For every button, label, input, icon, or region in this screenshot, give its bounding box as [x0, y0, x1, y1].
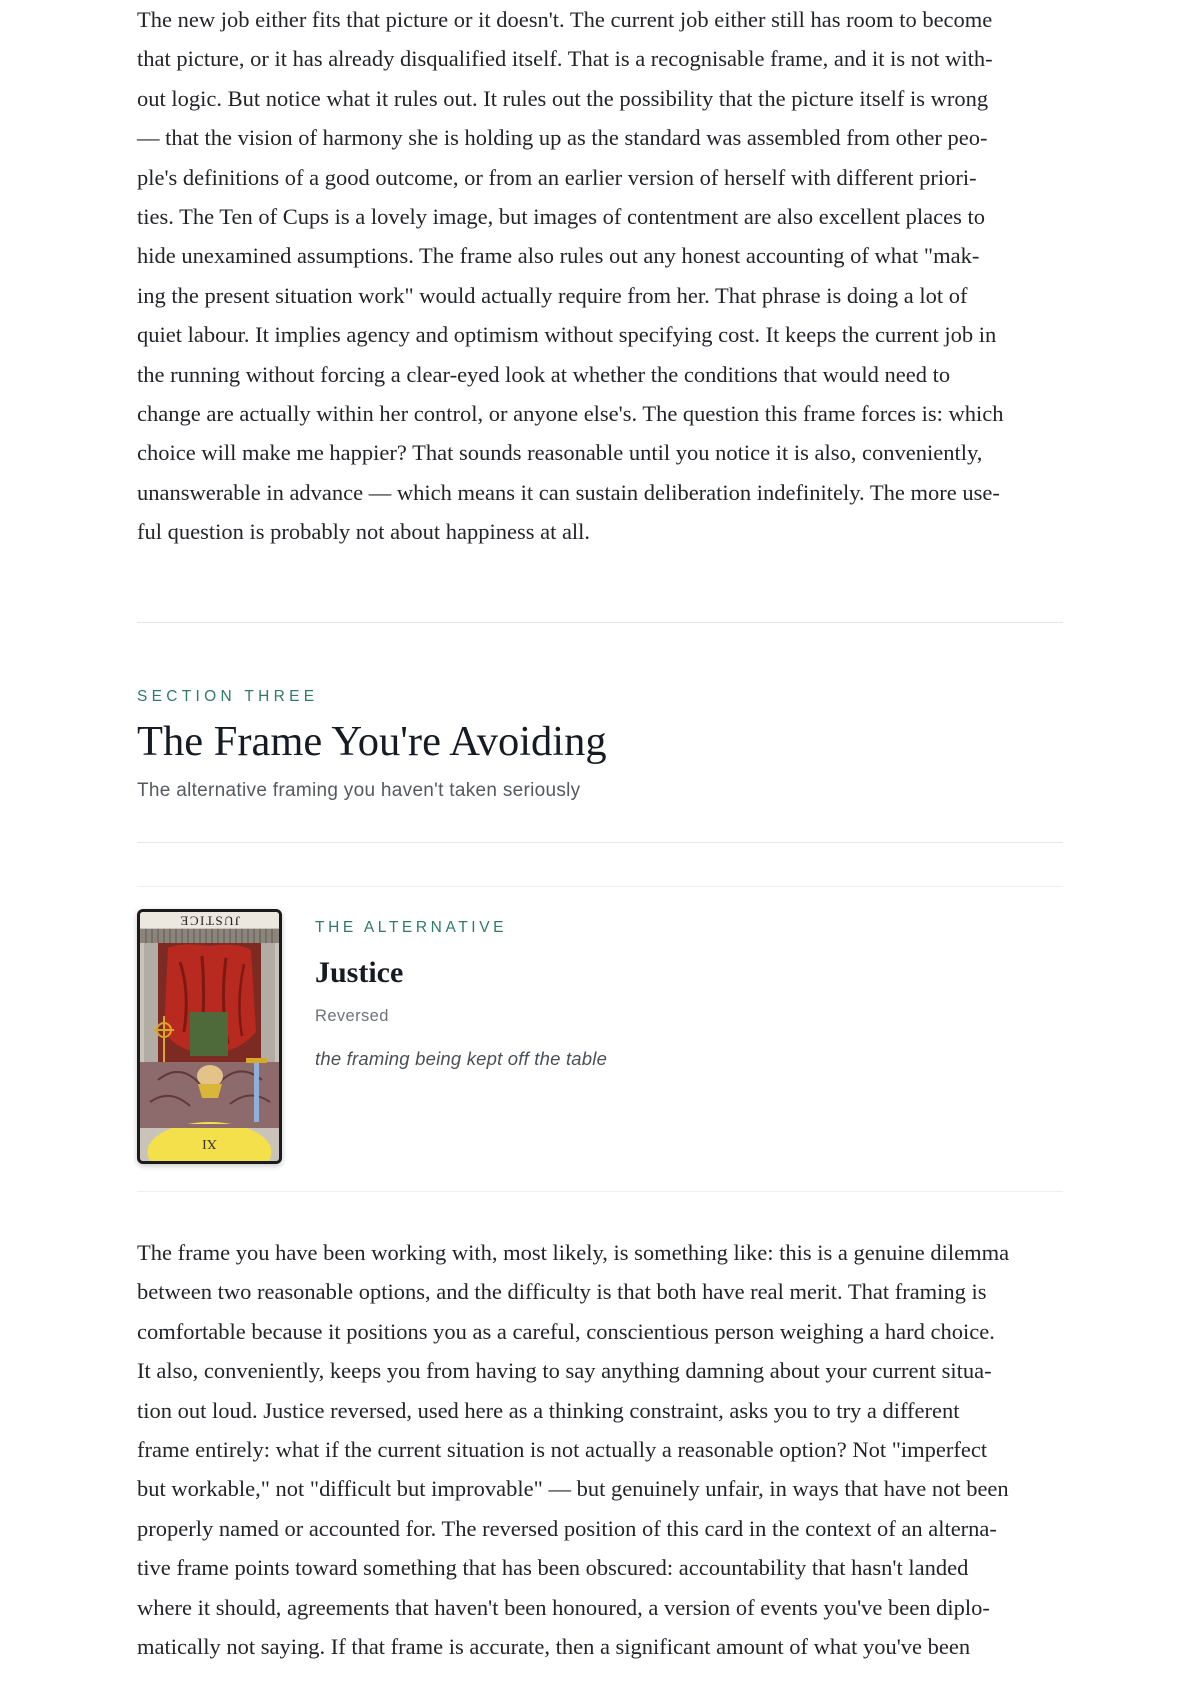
text-line: tive frame points toward something that has been obscured: accountability that hasn't landed — [137, 1555, 969, 1581]
text-line: where it should, agreements that haven't been honoured, a version of events you've been diplo- — [137, 1594, 990, 1620]
card-image-numeral: XI — [202, 1135, 217, 1151]
card-role: the framing being kept off the table — [315, 1048, 608, 1069]
text-line: that picture, or it has already disqualified itself. That is a recognisable frame, and it is not with- — [137, 46, 993, 72]
card-name: Justice — [315, 956, 404, 989]
body-paragraph — [137, 1233, 1063, 1666]
card-eyebrow: THE ALTERNATIVE — [315, 919, 508, 936]
text-line: frame entirely: what if the current situation is not actually a reasonable option? Not "imperfect — [137, 1437, 988, 1463]
text-line: ful question is probably not about happiness at all. — [137, 519, 591, 545]
card-image-caption: JUSTICE — [178, 913, 241, 929]
card-block-bottom-divider — [137, 1191, 1063, 1192]
text-line: The new job either fits that picture or it doesn't. The current job either still has room to become — [137, 7, 993, 32]
text-line: — that the vision of harmony she is holding up as the standard was assembled from other peo- — [137, 125, 988, 151]
text-line: change are actually within her control, or anyone else's. The question this frame forces is: which — [137, 401, 1004, 427]
text-line: out logic. But notice what it rules out. It rules out the possibility that the picture itself is wrong — [137, 85, 989, 111]
text-line: properly named or accounted for. The reversed position of this card in the context of an alterna- — [137, 1515, 997, 1541]
text-line: but workable," not "difficult but improvable" — but genuinely unfair, in ways that have not been — [137, 1476, 1009, 1502]
text-line: ties. The Ten of Cups is a lovely image, but images of contentment are also excellent places to — [137, 204, 985, 230]
section-subtitle: The alternative framing you haven't taken seriously — [137, 780, 581, 801]
text-line: matically not saying. If that frame is accurate, then a significant amount of what you've been — [137, 1634, 971, 1660]
card-block-top-divider — [137, 886, 1063, 887]
text-line: ing the present situation work" would actually require from her. That phrase is doing a lot of — [137, 282, 968, 308]
section-eyebrow: SECTION THREE — [137, 688, 319, 705]
text-line: The frame you have been working with, most likely, is something like: this is a genuine dilemma — [137, 1240, 1010, 1265]
text-line: tion out loud. Justice reversed, used here as a thinking constraint, asks you to try a different — [137, 1397, 960, 1423]
text-line: choice will make me happier? That sounds reasonable until you notice it is also, conveniently, — [137, 440, 983, 466]
text-line: between two reasonable options, and the difficulty is that both have real merit. That framing is — [137, 1279, 987, 1305]
text-line: the running without forcing a clear-eyed look at whether the conditions that would need to — [137, 361, 951, 387]
text-line: ple's definitions of a good outcome, or from an earlier version of herself with different priori- — [137, 164, 977, 190]
card-orientation: Reversed — [315, 1007, 389, 1025]
justice-card-icon — [140, 912, 279, 1161]
section-title: The Frame You're Avoiding — [137, 718, 607, 765]
text-line: quiet labour. It implies agency and optimism without specifying cost. It keeps the current job in — [137, 322, 997, 348]
intro-paragraph — [137, 0, 1063, 552]
text-line: unanswerable in advance — which means it can sustain deliberation indefinitely. The more use- — [137, 479, 1000, 505]
header-divider — [137, 842, 1063, 843]
text-line: comfortable because it positions you as a careful, conscientious person weighing a hard choice. — [137, 1318, 995, 1344]
text-line: hide unexamined assumptions. The frame also rules out any honest accounting of what "mak- — [137, 243, 980, 269]
text-line: It also, conveniently, keeps you from having to say anything damning about your current situa- — [137, 1358, 992, 1384]
section-divider — [137, 622, 1063, 623]
tarot-card-image — [137, 909, 282, 1164]
